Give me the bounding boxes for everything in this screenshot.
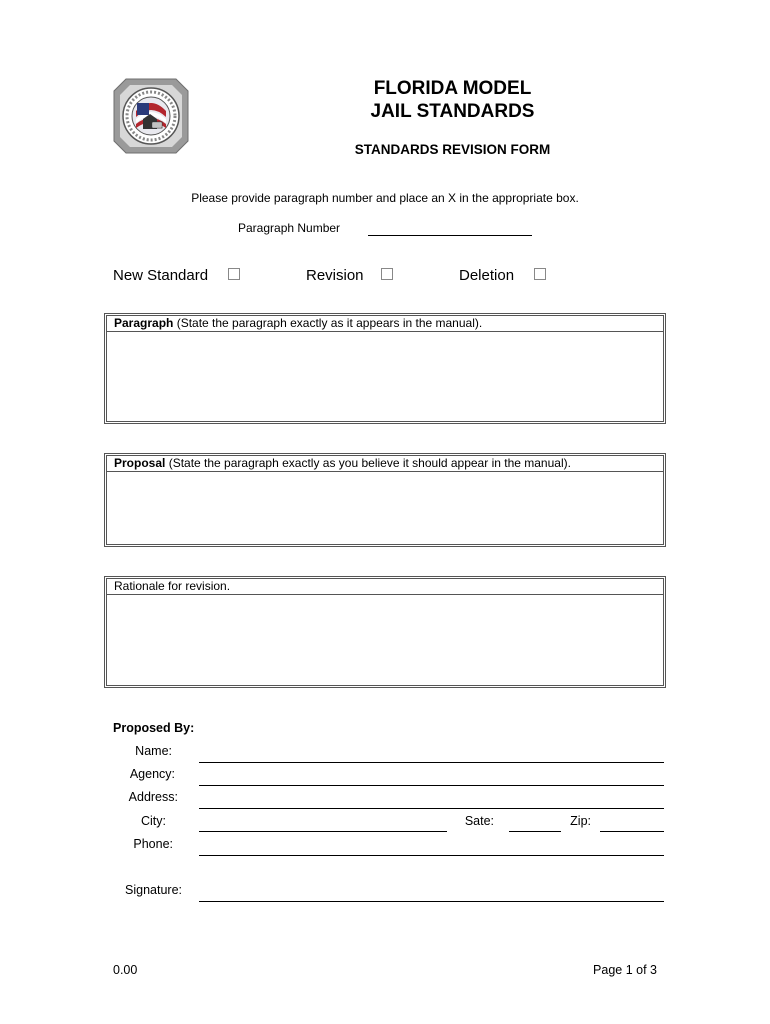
city-field[interactable]	[199, 831, 447, 832]
proposal-textarea[interactable]	[107, 472, 663, 543]
proposal-instruction: (State the paragraph exactly as you believe it should appear in the manual).	[165, 456, 571, 470]
title-line-1: FLORIDA MODEL	[373, 78, 532, 99]
proposal-heading: Proposal	[114, 456, 166, 470]
form-title: STANDARDS REVISION FORM	[354, 142, 551, 157]
proposed-by-heading: Proposed By:	[113, 721, 195, 735]
revision-label: Revision	[306, 267, 364, 284]
agency-label: Agency:	[129, 767, 175, 781]
paragraph-number-field[interactable]	[368, 235, 532, 236]
footer-revision-number: 0.00	[113, 963, 138, 977]
paragraph-textarea[interactable]	[107, 332, 663, 420]
proposal-box	[104, 453, 666, 547]
revision-checkbox[interactable]	[381, 268, 393, 280]
signature-field[interactable]	[199, 901, 664, 902]
paragraph-box-header	[107, 316, 663, 332]
phone-field[interactable]	[199, 855, 664, 856]
instruction-text: Please provide paragraph number and place an X in the appropriate box.	[191, 191, 579, 205]
paragraph-number-label: Paragraph Number	[238, 221, 341, 235]
paragraph-box	[104, 313, 666, 424]
proposal-box-header	[107, 456, 663, 472]
title-line-2: JAIL STANDARDS	[370, 101, 535, 122]
paragraph-heading: Paragraph	[114, 316, 174, 330]
agency-field[interactable]	[199, 785, 664, 786]
paragraph-instruction: (State the paragraph exactly as it appears in the manual).	[173, 316, 483, 330]
page-number: Page 1 of 3	[593, 963, 657, 977]
deletion-label: Deletion	[459, 267, 515, 284]
rationale-textarea[interactable]	[107, 595, 663, 684]
state-field[interactable]	[509, 831, 561, 832]
address-label: Address:	[128, 790, 178, 804]
name-label: Name:	[135, 744, 172, 758]
seal-icon	[112, 77, 190, 155]
name-field[interactable]	[199, 762, 664, 763]
new-standard-checkbox[interactable]	[228, 268, 240, 280]
zip-field[interactable]	[600, 831, 664, 832]
deletion-checkbox[interactable]	[534, 268, 546, 280]
rationale-box-header: Rationale for revision.	[107, 579, 663, 595]
phone-label: Phone:	[133, 837, 173, 851]
city-label: City:	[141, 814, 166, 828]
new-standard-label: New Standard	[113, 267, 209, 284]
florida-model-jail-standards-seal	[112, 77, 190, 155]
signature-label: Signature:	[125, 883, 182, 897]
zip-label: Zip:	[570, 814, 591, 828]
address-field[interactable]	[199, 808, 664, 809]
rationale-box	[104, 576, 666, 688]
state-label: Sate:	[464, 814, 494, 828]
